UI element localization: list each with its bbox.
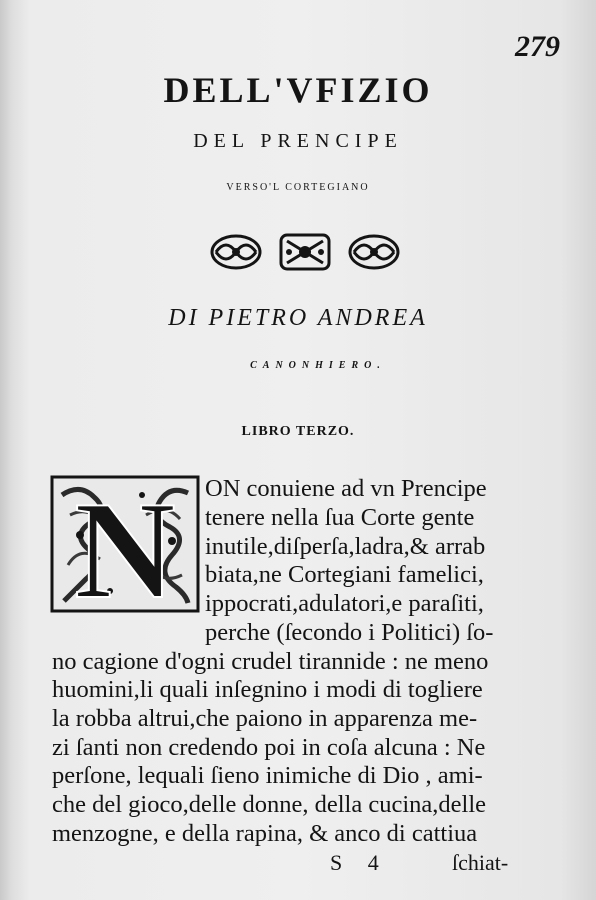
body-line: zi ſanti non credendo poi in coſa alcuna : Ne xyxy=(52,734,486,761)
body-line: che del gioco,delle donne, della cucina,delle xyxy=(52,791,487,818)
book-heading: LIBRO TERZO. xyxy=(241,424,355,439)
fleuron-ornaments xyxy=(210,230,400,274)
fleuron-center-icon xyxy=(277,231,333,273)
body-line: perſone, lequali ſieno inimiche di Dio , ami- xyxy=(52,762,483,789)
body-line: menzogne, e della rapina, & anco di cattiua xyxy=(52,820,478,847)
body-line: inutile,diſperſa,ladra,& arrab xyxy=(205,533,486,560)
body-line: tenere nella ſua Corte gente xyxy=(205,504,475,531)
title-line-3: VERSO'L CORTEGIANO xyxy=(226,182,370,193)
catchword: ſchiat- xyxy=(452,850,509,875)
body-line: ippocrati,adulatori,e paraſiti, xyxy=(205,590,484,617)
author-line-2: CANONHIERO. xyxy=(250,360,386,371)
body-line: biata,ne Cortegiani famelici, xyxy=(205,561,484,588)
bleed-through-texture xyxy=(120,30,580,60)
decorated-initial xyxy=(50,475,200,613)
title-line-1: DELL'VFIZIO xyxy=(163,70,433,110)
signature-mark: S 4 xyxy=(330,850,389,875)
body-line: ON conuiene ad vn Prencipe xyxy=(205,475,487,502)
fleuron-left-icon xyxy=(210,232,262,272)
title-line-2: DEL PRENCIPE xyxy=(193,130,403,152)
author-line-1: DI PIETRO ANDREA xyxy=(168,305,428,331)
drop-cap-letter: N xyxy=(74,475,176,613)
page-number: 279 xyxy=(515,30,560,63)
body-line: perche (ſecondo i Politici) ſo- xyxy=(205,619,494,646)
body-line: la robba altrui,che paiono in apparenza me- xyxy=(52,705,478,732)
body-line: huomini,li quali inſegnino i modi di togliere xyxy=(52,676,483,703)
fleuron-right-icon xyxy=(348,232,400,272)
body-line: no cagione d'ogni crudel tirannide : ne meno xyxy=(52,648,489,675)
